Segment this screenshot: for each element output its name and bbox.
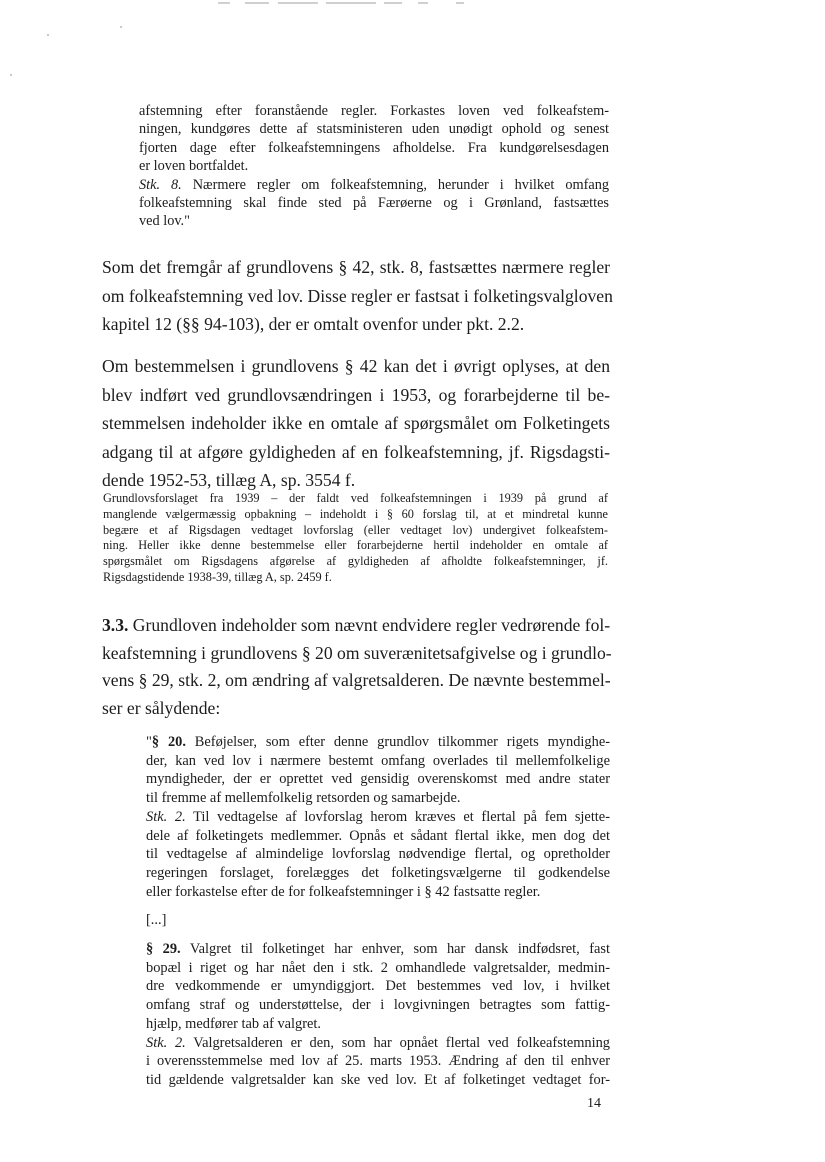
stk2-text: Valgretsalderen er den, som har opnået flertal ved folkeafstemning (185, 1034, 610, 1051)
text-line: ning. Heller ikke denne bestemmelse eller forarbejderne hertil indeholder en omtale af (103, 538, 608, 553)
text-line: tid gældende valgretsalder kan ske ved lov. Et af folketinget vedtaget for- (146, 1071, 610, 1088)
quoted-section-20 (146, 733, 610, 901)
text-line: keafstemning i grundlovens § 20 om suverænitetsafgivelse og i grundlo- (102, 642, 612, 663)
scan-speck (10, 74, 12, 76)
scan-edge-mark (418, 2, 428, 4)
section-text: Grundloven indeholder som nævnt endvidere regler vedrørende fol- (128, 615, 611, 635)
text-line: dele af folketingets medlemmer. Opnås et sådant flertal ikke, men dog det (146, 827, 610, 844)
text-line: fjorten dage efter folkeafstemningens afholdelse. Fra kundgørelsesdagen (139, 139, 609, 156)
text-line: begære et af Rigsdagen vedtaget lovforslag (eller vedtaget lov) undergivet folkeafstem- (103, 522, 608, 537)
paragraph-folkeafstemning-rules (102, 253, 613, 339)
text-line: Rigsdagstidende 1938-39, tillæg A, sp. 2459 f. (103, 569, 332, 584)
text-line: vens § 29, stk. 2, om ændring af valgretsalderen. De nævnte bestemmel- (102, 670, 611, 691)
text-line: om folkeafstemning ved lov. Disse regler er fastsat i folketingsvalgloven (102, 285, 613, 306)
text-line: folkeafstemning skal finde sted på Færøerne og i Grønland, fastsættes (139, 195, 609, 212)
text-line: blev indført ved grundlovsændringen i 1953, og forarbejderne til be- (102, 384, 610, 405)
scan-edge-mark (245, 2, 269, 4)
section-29-text: Valgret til folketinget har enhver, som har dansk indfødsret, fast (180, 941, 610, 957)
text-line: hjælp, medfører tab af valgret. (146, 1015, 322, 1032)
scan-speck (47, 34, 49, 36)
section-29-heading-line (146, 940, 610, 959)
section-number: 3.3. (102, 615, 129, 635)
opening-quote: " (146, 734, 152, 750)
text-line: ser er sålydende: (102, 697, 221, 718)
text-line: ningen, kundgøres dette af statsministeren uden unødigt ophold og senest (139, 121, 609, 138)
stk2-line (146, 808, 610, 827)
stk8-text: Nærmere regler om folkeafstemning, herunder i hvilket omfang (181, 176, 609, 193)
section-heading-line (102, 612, 610, 640)
scan-edge-mark (384, 2, 402, 4)
text-line: stemmelsen indeholder ikke en omtale af spørgsmålet om Folketingets (102, 413, 610, 434)
stk2-label: Stk. 2. (146, 1034, 186, 1051)
text-line: til vedtagelse af almindelige lovforslag nødvendige flertal, og opretholder (146, 846, 610, 863)
stk8-label: Stk. 8. (139, 176, 182, 193)
text-line: kapitel 12 (§§ 94-103), der er omtalt ovenfor under pkt. 2.2. (102, 314, 525, 335)
scan-speck (120, 26, 122, 28)
scan-edge-mark (456, 2, 464, 4)
text-line: manglende vælgermæssig opbakning – indeholdt i § 60 forslag til, at et mindretal kunne (103, 506, 608, 521)
text-line: ved lov." (139, 213, 190, 230)
scan-edge-mark (278, 2, 318, 4)
section-29-label: § 29. (146, 941, 181, 957)
section-20-text: Beføjelser, som efter denne grundlov tilkommer rigets myndighe- (185, 734, 610, 750)
stk2-text: Til vedtagelse af lovforslag herom kræves et flertal på fem sjette- (185, 808, 610, 825)
text-line: adgang til at afgøre gyldigheden af en folkeafstemning, jf. Rigsdagsti- (102, 441, 610, 462)
quoted-law-text (139, 102, 609, 231)
stk2-label: Stk. 2. (146, 808, 186, 825)
text-line: bopæl i riget og har nået den i stk. 2 omhandlede valgretsalder, medmin- (146, 959, 610, 976)
section-20-heading-line (146, 733, 610, 752)
text-line: myndigheder, der er oprettet ved gensidig overenskomst med andre stater (146, 771, 610, 788)
footnote-grundlovsforslaget-1939 (103, 491, 608, 586)
omission-ellipsis (146, 911, 610, 930)
text-line: Om bestemmelsen i grundlovens § 42 kan det i øvrigt oplyses, at den (102, 356, 610, 376)
ellipsis-text: [...] (146, 912, 167, 928)
paragraph-section-42-history (102, 352, 610, 495)
text-line: i overensstemmelse med lov af 25. marts 1953. Ændring af den til enhver (146, 1053, 610, 1070)
text-line: Grundlovsforslaget fra 1939 – der faldt ved folkeafstemningen i 1939 på grund af (103, 491, 608, 505)
page-number: 14 (587, 1096, 601, 1111)
text-line: spørgsmålet om Rigsdagens afgørelse af gyldigheden af afholdte folkeafstemninger, jf. (103, 554, 608, 569)
scan-edge-mark (218, 2, 230, 4)
text-line: eller forkastelse efter de for folkeafstemninger i § 42 fastsatte regler. (146, 883, 541, 900)
text-line: dre vedkommende er umyndiggjort. Det bestemmes ved lov, i hvilket (146, 978, 610, 995)
text-line: til fremme af mellemfolkelig retsorden og samarbejde. (146, 790, 461, 807)
text-line: er loven bortfaldet. (139, 158, 249, 175)
text-line: Som det fremgår af grundlovens § 42, stk. 8, fastsættes nærmere regler (102, 257, 610, 277)
text-line: omfang straf og understøttelse, der i lovgivningen betragtes som fattig- (146, 997, 610, 1014)
scan-edge-mark (326, 2, 376, 4)
text-line: dende 1952-53, tillæg A, sp. 3554 f. (102, 470, 356, 491)
quoted-section-29 (146, 940, 610, 1090)
stk2-line (146, 1034, 610, 1053)
section-20-label: § 20. (151, 734, 186, 750)
section-3-3 (102, 612, 610, 722)
stk8-line (139, 176, 609, 194)
text-line: regeringen forslaget, forelægges det folketingsvælgerne til godkendelse (146, 864, 610, 881)
text-line: afstemning efter foranstående regler. Forkastes loven ved folkeafstem- (139, 103, 609, 119)
text-line: der, kan ved lov i nærmere bestemt omfang overlades til mellemfolkelige (146, 752, 610, 769)
